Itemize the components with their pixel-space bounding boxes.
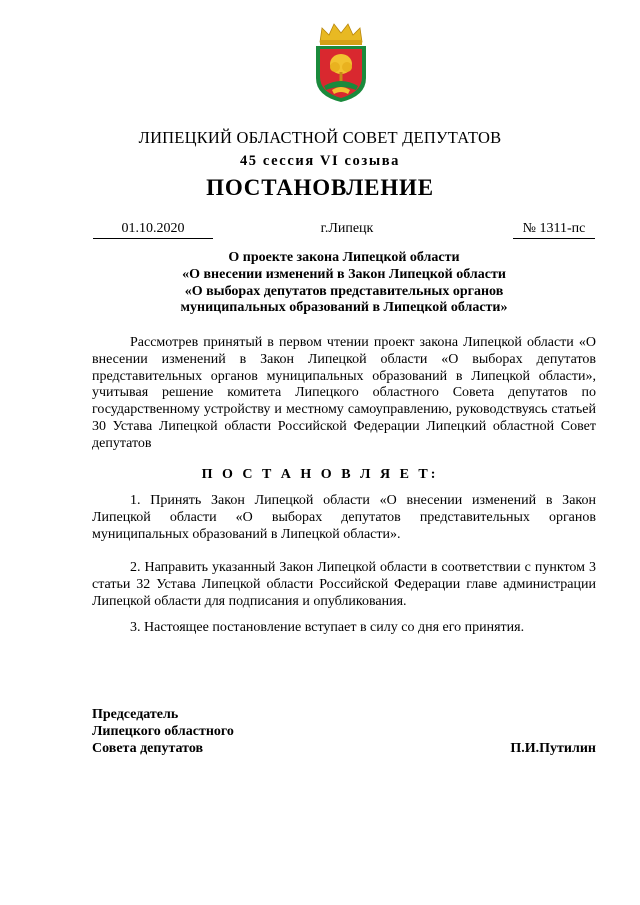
subject-line: О проекте закона Липецкой области (228, 250, 460, 265)
decision-item-2: 2. Направить указанный Закон Липецкой области в соответствии с пунктом 3 статьи 32 Устава Липецкой области Российской Федерации главе администрации Липецкой области для подписания и опубликования. (92, 560, 596, 609)
preamble-paragraph: Рассмотрев принятый в первом чтении проект закона Липецкой области «О внесении изменений в Закон Липецкой области «О выборах депутатов представительных органов муниципальных образований в Липецкой области», учитывая решение комитета Липецкого областного Совета депутатов по государственному устройству и местному самоуправлению, руководствуясь статьей 30 Устава Липецкой области Российской Федерации Липецкий областной Совет депутатов (92, 335, 596, 451)
subject-line: муниципальных образований в Липецкой области» (180, 300, 508, 316)
subject-line: «О выборах депутатов представительных органов (184, 283, 504, 299)
document-city: г.Липецк (320, 221, 374, 236)
date-city-number-line (93, 221, 595, 241)
decision-item-1: 1. Принять Закон Липецкой области «О внесении изменений в Закон Липецкой области «О выборах депутатов представительных органов муниципальных образований в Липецкой области». (92, 493, 596, 542)
document-number: № 1311-пс (513, 221, 595, 239)
document-type-title: ПОСТАНОВЛЕНИЕ (206, 175, 434, 200)
decision-item-3: 3. Настоящее постановление вступает в силу со дня его принятия. (130, 620, 525, 635)
document-date: 01.10.2020 (93, 221, 213, 239)
decree-heading: П О С Т А Н О В Л Я Е Т: (201, 467, 439, 482)
subject-line: «О внесении изменений в Закон Липецкой области (182, 266, 506, 282)
lipetsk-coat-of-arms-icon (312, 20, 370, 104)
signatory-name: П.И.Путилин (510, 740, 596, 756)
document-subject (92, 250, 596, 317)
signatory-title-line: Председатель (92, 707, 179, 722)
session-line: 45 сессия VI созыва (239, 153, 401, 169)
signature-block (92, 707, 596, 757)
signatory-title-line: Липецкого областного (92, 723, 234, 739)
council-name: ЛИПЕЦКИЙ ОБЛАСТНОЙ СОВЕТ ДЕПУТАТОВ (138, 128, 502, 147)
signatory-title-line: Совета депутатов (92, 740, 204, 756)
